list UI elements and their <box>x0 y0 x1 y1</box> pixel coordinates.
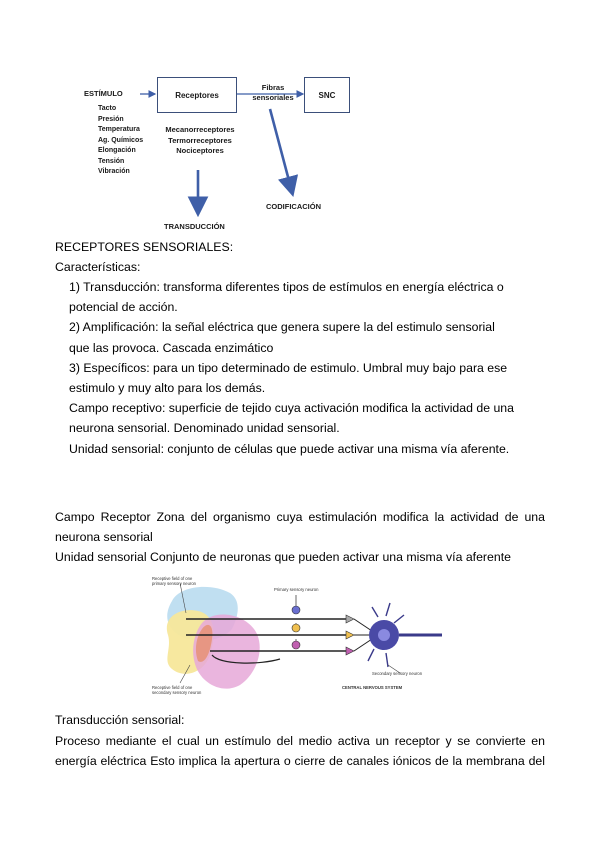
codificacion-label: CODIFICACIÓN <box>266 202 321 211</box>
snc-box-label: SNC <box>318 90 336 100</box>
snc-box <box>304 77 350 113</box>
transduccion-paragraph <box>55 731 545 771</box>
label-receptive-field-primary: Receptive field of one primary sensory neuron <box>152 576 196 586</box>
list-item: 3) Específicos: para un tipo determinado de estimulo. Umbral muy bajo para ese <box>69 360 508 375</box>
list-item: potencial de acción. <box>69 300 178 315</box>
receptores-box-label: Receptores <box>175 90 219 100</box>
campo-receptor-line2: neurona sensorial <box>55 530 153 544</box>
arrow-codificacion <box>270 109 292 192</box>
list-item: 2) Amplificación: la señal eléctrica que genera supere la del estimulo sensorial <box>69 320 495 335</box>
transduccion-line1: Proceso mediante el cual un estímulo del medio activa un receptor y se convierte en <box>55 734 545 748</box>
list-item: que las provoca. Cascada enzimático <box>69 340 274 355</box>
fibras-label: Fibras sensoriales <box>252 83 294 102</box>
section-subtitle: Características: <box>55 260 141 274</box>
unidad-sensorial-line: Unidad sensorial Conjunto de neuronas que pueden activar una misma vía aferente <box>55 550 511 564</box>
secondary-neuron <box>368 603 442 667</box>
list-item: Unidad sensorial: conjunto de células que puede activar una misma vía aferente. <box>69 441 510 456</box>
receptores-tipos-list: Mecanorreceptores Termorreceptores Nociceptores <box>165 125 235 155</box>
transduccion-label: TRANSDUCCIÓN <box>164 222 225 231</box>
receptores-box <box>157 77 237 113</box>
sensory-neuron-soma-3 <box>292 641 300 649</box>
label-secondary-neuron: Secondary sensory neuron <box>372 671 423 676</box>
list-item: 1) Transducción: transforma diferentes tipos de estímulos en energía eléctrica o <box>69 280 504 294</box>
estimulo-label: ESTÍMULO <box>84 89 123 98</box>
list-item: estimulo y muy alto para los demás. <box>69 381 266 396</box>
estimulos-list: Tacto Presión Temperatura Ag. Químicos Elongación Tensión Vibración <box>98 105 144 175</box>
label-receptive-field-secondary: Receptive field of one secondary sensory neuron <box>152 685 202 695</box>
section-title: RECEPTORES SENSORIALES: <box>55 240 234 254</box>
campo-receptor-line1: Campo Receptor Zona del organismo cuya estimulación modifica la actividad de una <box>55 510 545 524</box>
sensory-neuron-soma-2 <box>292 624 300 632</box>
definitions-block <box>55 507 545 567</box>
list-item: neurona sensorial. Denominado unidad sensorial. <box>69 421 340 436</box>
characteristics-list <box>69 277 514 459</box>
primary-neuron-soma <box>292 606 300 614</box>
transduccion-line2: energía eléctrica Esto implica la apertura o cierre de canales iónicos de la membrana del <box>55 754 545 768</box>
list-item: Campo receptivo: superficie de tejido cuya activación modifica la actividad de una <box>69 401 514 416</box>
transduccion-title: Transducción sensorial: <box>55 713 185 727</box>
receptive-field-figure <box>150 573 450 698</box>
label-cns: CENTRAL NERVOUS SYSTEM <box>342 685 403 690</box>
label-primary-neuron: Primary sensory neuron <box>274 587 319 592</box>
